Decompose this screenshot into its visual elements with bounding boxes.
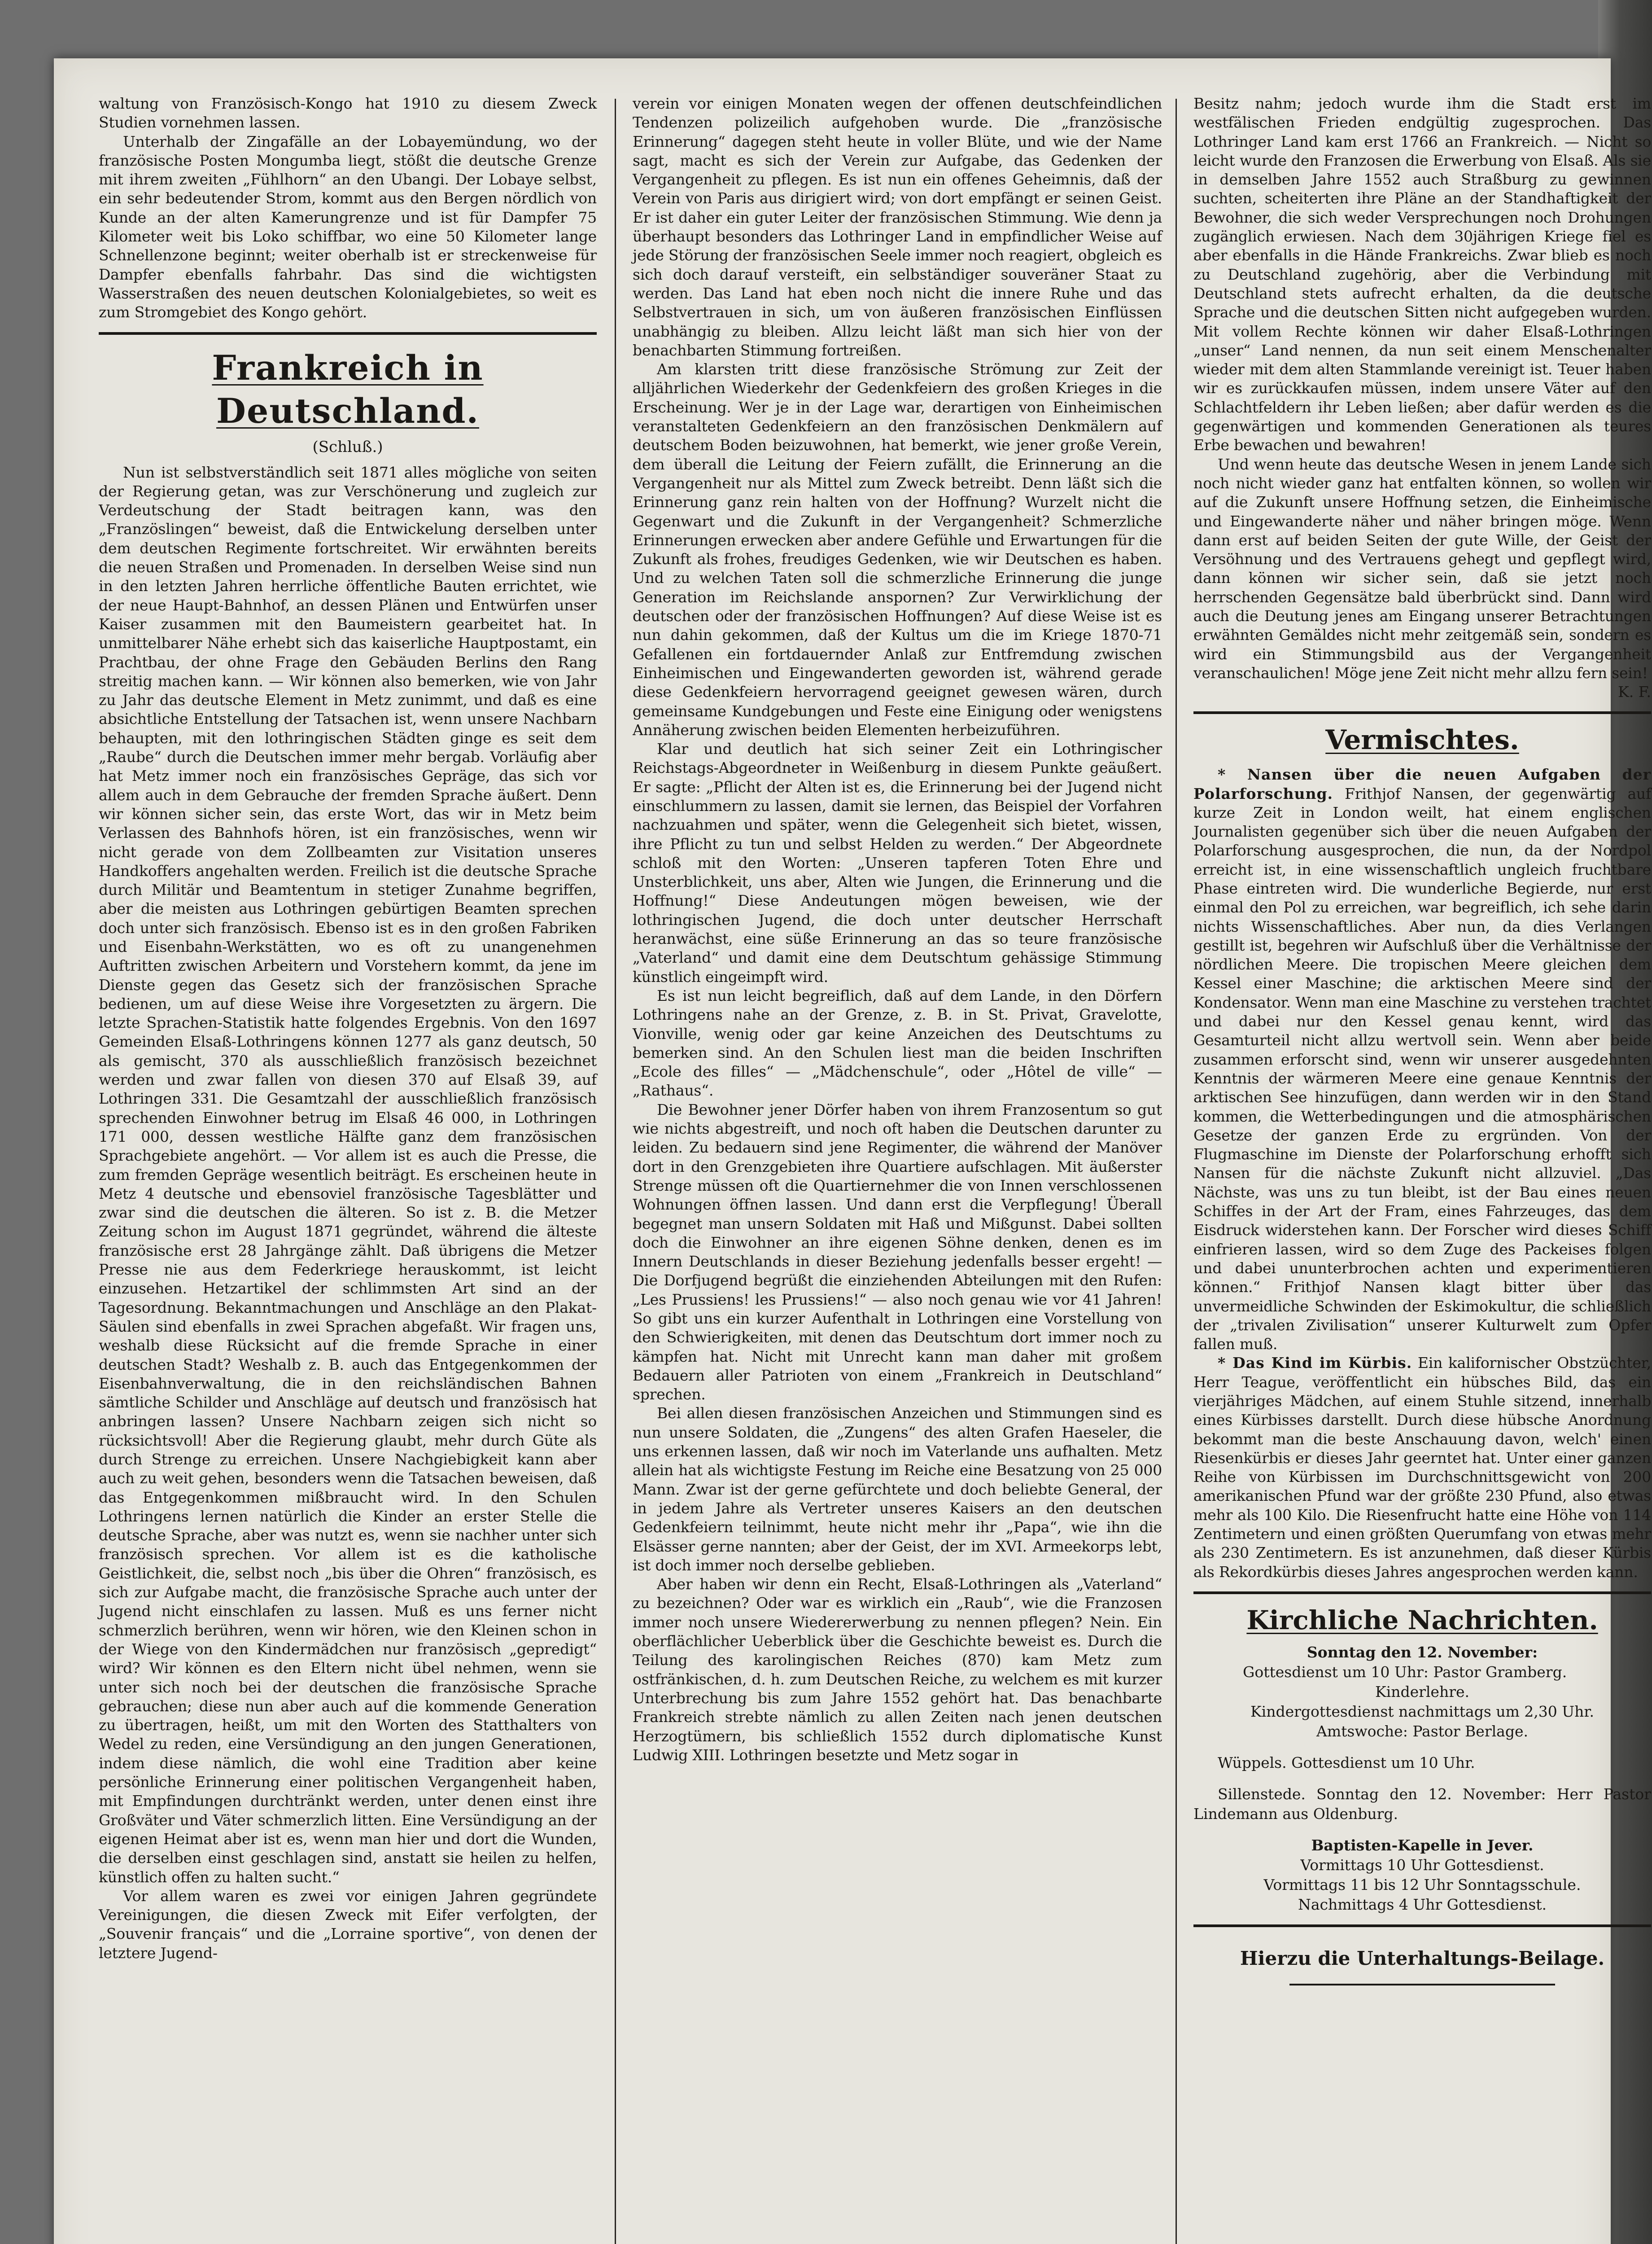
article-paragraph: Am klarsten tritt diese französische Strömung zur Zeit der alljährlichen Wiederkehr der Gedenkfeiern des großen Krieges in die Erscheinung. Wer je in der Lage war, derartigen von Einheimischen veranstalteten Gedenkfeiern an den französischen Denkmälern auf deutschem Boden beizuwohnen, hat bemerkt, wie jener große Verein, dem überall die Leitung der Feiern zufällt, die Erinnerung an die Vergangenheit nur als Mittel zum Zweck betreibt. Denn läßt sich die Erinnerung ganz rein halten von der Hoffnung? Wurzelt nicht die Gegenwart und die Zukunft in der Vergangenheit? Schmerzliche Erinnerungen erwecken aber andere Gefühle und Erwartungen für die Zukunft als frohes, freudiges Gedenken, wie wir Deutschen es haben. Und zu welchen Taten soll die schmerzliche Erinnerung die junge Generation im Reichslande anspornen? Zur Verwirklichung der deutschen oder der französischen Hoffnungen? Auf diese Weise ist es nun dahin gekommen, daß der Kultus um die im Kriege 1870-71 Gefallenen ein fortdauernder Anlaß zur Entfremdung zwischen Einheimischen und Eingewanderten geworden ist, während gerade diese Gedenkfeiern hervorragend geeignet gewesen wären, durch gemeinsame Kundgebungen und Feste eine Einigung oder wenigstens Annäherung zwischen beiden Elementen herbeizuführen. [633, 360, 1162, 739]
church-line: Kindergottesdienst nachmittags um 2,30 Uhr. [1250, 1702, 1594, 1720]
news-item-text: Frithjof Nansen, der gegenwärtig auf kurze Zeit in London weilt, hat einem englischen Journalisten gegenüber sich über die neuen Aufgaben der Polarforschung ausgesprochen, die nun, da der Nordpol erreicht ist, in eine wissenschaftlich ungleich fruchtbare Phase eintreten wird. Die wunderliche Begierde, nur erst einmal den Pol zu erreichen, war begreiflich, ich sehe darin nichts Wissenschaftliches. Aber nun, da dies Verlangen gestillt ist, begehren wir Aufschluß über die Verhältnisse der nördlichen Meere. Die tropischen Meere gleichen dem Kessel einer Maschine; die arktischen Meere sind der Kondensator. Wenn man eine Maschine zu verstehen trachtet und dabei nur den Kessel genau kennt, wird das Gesamturteil nicht allzu wertvoll sein. Wenn aber beide zusammen erforscht sind, wenn wir unserer ausgedehnten Kenntnis der wärmeren Meere eine genaue Kenntnis der arktischen See hinzufügen, dann werden wir in den Stand kommen, die Wetterbedingungen und die atmosphärischen Gesetze der ganzen Erde zu ergründen. Von der Flugmaschine im Dienste der Polarforschung erhofft sich Nansen für die nächste Zukunft nicht allzuviel. „Das Nächste, was uns zu tun bleibt, ist der Bau eines neuen Schiffes in der Art der Fram, eines Fahrzeuges, das dem Eisdruck widerstehen kann. Der Forscher wird dieses Schiff einfrieren lassen, wird so dem Zuge des Packeises folgen und dabei ununterbrochen achten und experimentieren können.“ Frithjof Nansen klagt bitter über das unvermeidliche Schwinden der Eskimokultur, die schließlich der „trivalen Zivilisation“ unserer Kulturwelt zum Opfer fallen muß. [1193, 785, 1651, 1353]
article-paragraph: Besitz nahm; jedoch wurde ihm die Stadt erst im westfälischen Frieden endgültig zugesprochen. Das Lothringer Land kam erst 1766 an Frankreich. — Nicht so leicht wurde den Franzosen die Erwerbung von Elsaß. Als sie in demselben Jahre 1552 auch Straßburg zu gewinnen suchten, scheiterten ihre Pläne an der Standhaftigkeit der Bewohner, die sich weder Versprechungen noch Drohungen zugänglich erwiesen. Nach dem 30jährigen Kriege fiel es aber ebenfalls in die Hände Frankreichs. Zwar blieb es noch zu Deutschland zugehörig, aber die Verbindung mit Deutschland stets aufrecht erhalten, da die deutsche Sprache und die deutschen Sitten nicht aufgegeben wurden. Mit vollem Rechte können wir daher Elsaß-Lothringen „unser“ Land nennen, da nun seit einem Menschenalter wieder mit dem alten Stammlande vereinigt ist. Teuer haben wir es zurückkaufen müssen, indem unsere Väter auf den Schlachtfeldern ihr Leben ließen; aber dafür werden es die gegenwärtigen und kommenden Generationen als teures Erbe bewachen und bewahren! [1193, 95, 1651, 454]
section-divider [99, 332, 597, 335]
supplement-note: Hierzu die Unterhaltungs-Beilage. [1240, 1947, 1605, 1969]
section-divider [1193, 711, 1651, 714]
baptisten-line: Vormittags 10 Uhr Gottesdienst. [1300, 1856, 1544, 1874]
news-item-lead: * Das Kind im Kürbis. [1218, 1354, 1412, 1372]
author-signature: K. F. [1618, 683, 1651, 701]
church-line: Amtswoche: Pastor Berlage. [1316, 1722, 1528, 1740]
section-divider [1193, 1591, 1651, 1594]
column-2 [633, 94, 1162, 2244]
church-wuppels: Wüppels. Gottesdienst um 10 Uhr. [1218, 1753, 1475, 1771]
section-divider [1193, 1924, 1651, 1927]
article-paragraph: Es ist nun leicht begreiflich, daß auf dem Lande, in den Dörfern Lothringens nahe an der Grenze, z. B. in St. Privat, Gravelotte, Vionville, wenig oder gar keine Anzeichen des Deutschtums zu bemerken sind. An den Schulen liest man die beiden Inschriften „Ecole des filles“ — „Mädchenschule“, oder „Hôtel de ville“ — „Rathaus“. [633, 986, 1162, 1100]
article-paragraph: Aber haben wir denn ein Recht, Elsaß-Lothringen als „Vaterland“ zu bezeichnen? Oder war es wirklich ein „Raub“, wie die Franzosen immer noch unsere Wiedererwerbung zu nennen pflegen? Nein. Ein oberflächlicher Ueberblick über die Geschichte beweist es. Durch die Teilung des karolingischen Reiches (870) kam Metz zum ostfränkischen, d. h. zum Deutschen Reiche, zu welchem es mit kurzer Unterbrechung bis zum Jahre 1552 gehört hat. Das benachbarte Frankreich strebte nämlich zu allen Zeiten nach jenen deutschen Herzogtümern, bis schließlich 1552 durch diplomatische Kunst Ludwig XIII. Lothringen besetzte und Metz sogar in [633, 1575, 1162, 1764]
article-subtitle: (Schluß.) [312, 438, 383, 456]
church-sillenstede: Sillenstede. Sonntag den 12. November: Herr Pastor Lindemann aus Oldenburg. [1193, 1785, 1651, 1823]
news-item-text: Ein kalifornischer Obstzüchter, Herr Teague, veröffentlicht ein hübsches Bild, das ein vierjähriges Mädchen, auf einem Stuhle sitzend, innerhalb eines Kürbisses darstellt. Durch diese hübsche Anordnung bekommt man die beste Anschauung davon, welch' einen Riesenkürbis er dieses Jahr geerntet hat. Unter einer ganzen Reihe von Kürbissen im Durchschnittsgewicht von 200 amerikanischen Pfund war der größte 230 Pfund, also etwas mehr als 100 Kilo. Die Riesenfrucht hatte eine Höhe von 114 Zentimetern und einen größten Querumfang von etwas mehr als 230 Zentimetern. Es ist anzunehmen, daß dieser Kürbis als Rekordkürbis dieses Jahres angesprochen werden kann. [1193, 1354, 1651, 1581]
column-3 [1193, 94, 1651, 2244]
supplement-rule [1289, 1984, 1555, 1985]
baptisten-line: Nachmittags 4 Uhr Gottesdienst. [1298, 1895, 1547, 1913]
article-title: Frankreich in Deutschland. [212, 347, 484, 431]
vermischtes-heading: Vermischtes. [1325, 724, 1519, 756]
article-paragraph: Klar und deutlich hat sich seiner Zeit ein Lothringischer Reichstags-Abgeordneter in Weißenburg in diesem Punkte geäußert. Er sagte: „Pflicht der Alten ist es, die Erinnerung bei der Jugend nicht einschlummern zu lassen, damit sie lernen, das Beispiel der Vorfahren nachzuahmen und später, wenn die Gelegenheit sich bietet, wissen, ihre Pflicht zu tun und selbst Helden zu werden.“ Der Abgeordnete schloß mit den Worten: „Unseren tapferen Toten Ehre und Unsterblichkeit, uns aber, Alten wie Jungen, die Erinnerung und die Hoffnung!“ Diese Andeutungen mögen beweisen, wie der lothringischen Jugend, die doch unter deutscher Herrschaft heranwächst, eine süße Erinnerung an das so teure französische „Vaterland“ und damit eine dem Deutschtum gehässige Stimmung künstlich eingeimpft wird. [633, 740, 1162, 986]
news-item-lead: * Nansen über die neuen Aufgaben der Polarforschung. [1193, 766, 1651, 802]
church-sunday: Sonntag den 12. November: [1307, 1643, 1538, 1661]
column-1 [99, 94, 597, 2244]
column-rule-1 [615, 99, 616, 2244]
baptisten-title: Baptisten-Kapelle in Jever. [1311, 1836, 1534, 1854]
intro-paragraph: waltung von Französisch-Kongo hat 1910 zu diesem Zweck Studien vornehmen lassen. [99, 95, 597, 131]
article-paragraph: Nun ist selbstverständlich seit 1871 alles mögliche von seiten der Regierung getan, was zur Verschönerung und zugleich zur Verdeutschung der Stadt beitragen kann, was den „Französlingen“ beweist, daß die Entwickelung derselben unter dem deutschen Regimente fortschreitet. Wir erwähnten bereits die neuen Straßen und Promenaden. In derselben Weise sind nun in den letzten Jahren herrliche öffentliche Bauten errichtet, wie der neue Haupt-Bahnhof, an dessen Plänen und Entwürfen unser Kaiser zusammen mit den Baumeistern gearbeitet hat. In unmittelbarer Nähe erhebt sich das kaiserliche Hauptpostamt, ein Prachtbau, der ohne Frage den Gebäuden Berlins den Rang streitig machen kann. — Wir können also bemerken, wie von Jahr zu Jahr das deutsche Element in Metz zunimmt, und daß es eine absichtliche Entstellung der Tatsachen ist, wenn unsere Nachbarn behaupten, mit den lothringischen Städten ginge es seit dem „Raube“ durch die Deutschen immer mehr bergab. Vorläufig aber hat Metz immer noch ein französisches Gepräge, das sich vor allem auch in dem Gebrauche der fremden Sprache äußert. Denn wir können sicher sein, das erste Wort, das wir in Metz beim Verlassen des Bahnhofs hören, ist ein französisches, wenn wir nicht gerade von dem Zollbeamten zur Visitation unseres Handkoffers angehalten werden. Freilich ist die deutsche Sprache durch Militär und Beamtentum in stetiger Zunahme begriffen, aber die meisten aus Lothringen gebürtigen Beamten sprechen doch unter sich französisch. Ebenso ist es in den großen Fabriken und Eisenbahn-Werkstätten, wo es oft zu unangenehmen Auftritten zwischen Arbeitern und Vorstehern kommt, da jene im Dienste gegen das Gesetz sich der französischen Sprache bedienen, um auf diese Weise ihre Vorgesetzten zu ärgern. Die letzte Sprachen-Statistik hatte folgendes Ergebnis. Von den 1697 Gemeinden Elsaß-Lothringens können 1277 als ganz deutsch, 50 als gemischt, 370 als ausschließlich französisch bezeichnet werden und zwar fallen von diesen 370 auf Elsaß 39, auf Lothringen 331. Die Gesamtzahl der ausschließlich französisch sprechenden Einwohner betrug im Elsaß 46 000, in Lothringen 171 000, dessen westliche Hälfte ganz dem französischen Sprachgebiete angehört. — Vor allem ist es auch die Presse, die zum fremden Gepräge wesentlich beiträgt. Es erscheinen heute in Metz 4 deutsche und ebensoviel französische Tagesblätter und zwar sind die deutschen die älteren. So ist z. B. die Metzer Zeitung schon im August 1871 gegründet, während die älteste französische erst 28 Jahrgänge zählt. Daß übrigens die Metzer Presse nie aus dem Federkriege herauskommt, ist leicht einzusehen. Hetzartikel der schlimmsten Art sind an der Tagesordnung. Bekanntmachungen und Anschläge an den Plakat-Säulen sind ebenfalls in zwei Sprachen abgefaßt. Wir fragen uns, weshalb diese Rücksicht auf die fremde Sprache in einer deutschen Stadt? Weshalb z. B. auch das Entgegenkommen der Eisenbahnverwaltung, die in den reichsländischen Bahnen sämtliche Schilder und Anschläge auf deutsch und französisch hat anbringen lassen? Unsere Nachbarn zeigen sich nicht so rücksichtsvoll! Aber die Regierung glaubt, mehr durch Güte als durch Strenge zu erreichen. Unsere Nachgiebigkeit kann aber auch zu weit gehen, besonders wenn die Tatsachen beweisen, daß das Entgegenkommen mißbraucht wird. In den Schulen Lothringens lernen natürlich die Kinder an erster Stelle die deutsche Sprache, aber was nutzt es, wenn sie nachher unter sich französisch sprechen. Vor allem ist es die katholische Geistlichkeit, die, selbst noch „bis über die Ohren“ französisch, es sich zur Aufgabe macht, die französische Sprache auch unter der Jugend nicht einschlafen zu lassen. Muß es uns ferner nicht schmerzlich berühren, wenn wir hören, wie den Kleinen schon in der Wiege von den Kindermädchen nur französisch „gepredigt“ wird? Wir können es den Eltern nicht übel nehmen, wenn sie unter sich noch bei der deutschen die französische Sprache gebrauchen; diese nun aber auch auf die kommende Generation zu übertragen, heißt, um mit den Worten des Statthalters von Wedel zu reden, eine Versündigung an den jungen Generationen, indem diese nämlich, die wohl eine Tradition aber keine persönliche Erinnerung einer politischen Vergangenheit haben, mit Empfindungen durchtränkt werden, unter denen einst ihre Großväter und Väter schmerzlich litten. Eine Versündigung an der eigenen Heimat aber ist es, wenn man hier und dort die Wunden, die derselben einst geschlagen sind, anstatt sie heilen zu helfen, künstlich offen zu halten sucht.“ [99, 463, 597, 1886]
newspaper-page [54, 58, 1651, 2244]
article-paragraph: Vor allem waren es zwei vor einigen Jahren gegründete Vereinigungen, die diesen Zweck mit Eifer verfolgten, der „Souvenir français“ und die „Lorraine sportive“, von denen der letztere Jugend- [99, 1887, 597, 1962]
church-line: Gottesdienst um 10 Uhr: Pastor Gramberg. [1243, 1663, 1567, 1681]
intro-paragraph: Unterhalb der Zingafälle an der Lobayemündung, wo der französische Posten Mongumba liegt, stößt die deutsche Grenze mit ihrem zweiten „Fühlhorn“ an den Ubangi. Der Lobaye selbst, ein sehr bedeutender Strom, kommt aus den Bergen nördlich von Kunde an der alten Kamerungrenze und ist für Dampfer 75 Kilometer weit bis Loko schiffbar, wo eine 50 Kilometer lange Schnellenzone beginnt; weiter oberhalb ist er streckenweise für Dampfer ebenfalls fahrbahr. Das sind die wichtigsten Wasserstraßen des neuen deutschen Kolonialgebietes, so weit es zum Stromgebiet des Kongo gehört. [99, 132, 597, 321]
article-paragraph: Und wenn heute das deutsche Wesen in jenem Lande sich noch nicht wieder ganz hat entfalten können, so wollen wir auf die Zukunft unsere Hoffnung setzen, die Einheimische und Eingewanderte näher und näher bringen möge. Wenn dann erst auf beiden Seiten der gute Wille, der Geist der Versöhnung und des Vertrauens gehegt und gepflegt wird, dann können wir sicher sein, daß sie jetzt noch herrschenden Gegensätze bald überbrückt sind. Dann wird auch die Deutung jenes am Eingang unserer Betrachtungen erwähnten Gemäldes nicht mehr zeitgemäß sein, sondern es wird ein Stimmungsbild aus der Vergangenheit veranschaulichen! Möge jene Zeit nicht mehr allzu fern sein! [1193, 455, 1651, 682]
church-line: Kinderlehre. [1375, 1683, 1470, 1701]
column-rule-2 [1176, 99, 1177, 2244]
church-notices-title: Kirchliche Nachrichten. [1246, 1604, 1598, 1635]
church-notices [1193, 1602, 1651, 1915]
baptisten-line: Vormittags 11 bis 12 Uhr Sonntagsschule. [1263, 1876, 1581, 1893]
news-item [1193, 1354, 1651, 1582]
article-paragraph: verein vor einigen Monaten wegen der offenen deutschfeindlichen Tendenzen polizeilich aufgehoben wurde. Die „französische Erinnerung“ dagegen steht heute in voller Blüte, und wie der Name sagt, macht es sich der Verein zur Aufgabe, das Gedenken der Vergangenheit zu pflegen. Es ist nun ein offenes Geheimnis, daß der Verein von Paris aus dirigiert wird; von dort empfängt er seinen Geist. Er ist daher ein guter Leiter der französischen Stimmung. Wie denn ja überhaupt besonders das Lothringer Land in empfindlicher Weise auf jede Störung der französischen Seele immer noch reagiert, obgleich es sich doch darauf versteift, ein selbständiger souveräner Staat zu werden. Das Land hat eben noch nicht die innere Ruhe und das Selbstvertrauen in sich, um von äußeren französischen Einflüssen unabhängig zu bleiben. Allzu leicht läßt man sich hier von der benachbarten Stimmung fortreißen. [633, 95, 1162, 359]
news-item [1193, 765, 1651, 1354]
article-paragraph: Die Bewohner jener Dörfer haben von ihrem Franzosentum so gut wie nichts abgestreift, und noch oft haben die Deutschen darunter zu leiden. Zu bedauern sind jene Regimenter, die während der Manöver dort in den Grenzgebieten ihre Quartiere aufschlagen. Mit äußerster Strenge müssen oft die Quartiernehmer die von Innen verschlossenen Wohnungen öffnen lassen. Und dann erst die Verpflegung! Überall begegnet man unsern Soldaten mit Haß und Mißgunst. Dabei sollten doch die Einwohner an ihre eigenen Söhne denken, denen es im Innern Deutschlands in dieser Beziehung jedenfalls besser ergeht! — Die Dorfjugend begrüßt die einziehenden Abteilungen mit den Rufen: „Les Prussiens! les Prussiens!“ — also noch genau wie vor 41 Jahren! So gibt uns ein kurzer Aufenthalt in Lothringen eine Vorstellung von den Schwierigkeiten, mit denen das Deutschtum dort immer noch zu kämpfen hat. Nicht mit Unrecht kann man daher mit großem Bedauern aller Patrioten von einem „Frankreich in Deutschland“ sprechen. [633, 1100, 1162, 1403]
article-paragraph: Bei allen diesen französischen Anzeichen und Stimmungen sind es nun unsere Soldaten, die „Zungens“ des alten Grafen Haeseler, die uns erkennen lassen, daß wir noch im Vaterlande uns aufhalten. Metz allein hat als wichtigste Festung im Reiche eine Besatzung von 25 000 Mann. Zwar ist der gerne gefürchtete und doch beliebte General, der in jedem Jahre als Vertreter unseres Kaisers an den deutschen Gedenkfeiern teilnimmt, heute nicht mehr ihr „Papa“, wie ihn die Elsässer gerne nannten; aber der Geist, der im XVI. Armeekorps lebt, ist doch immer noch derselbe geblieben. [633, 1404, 1162, 1574]
